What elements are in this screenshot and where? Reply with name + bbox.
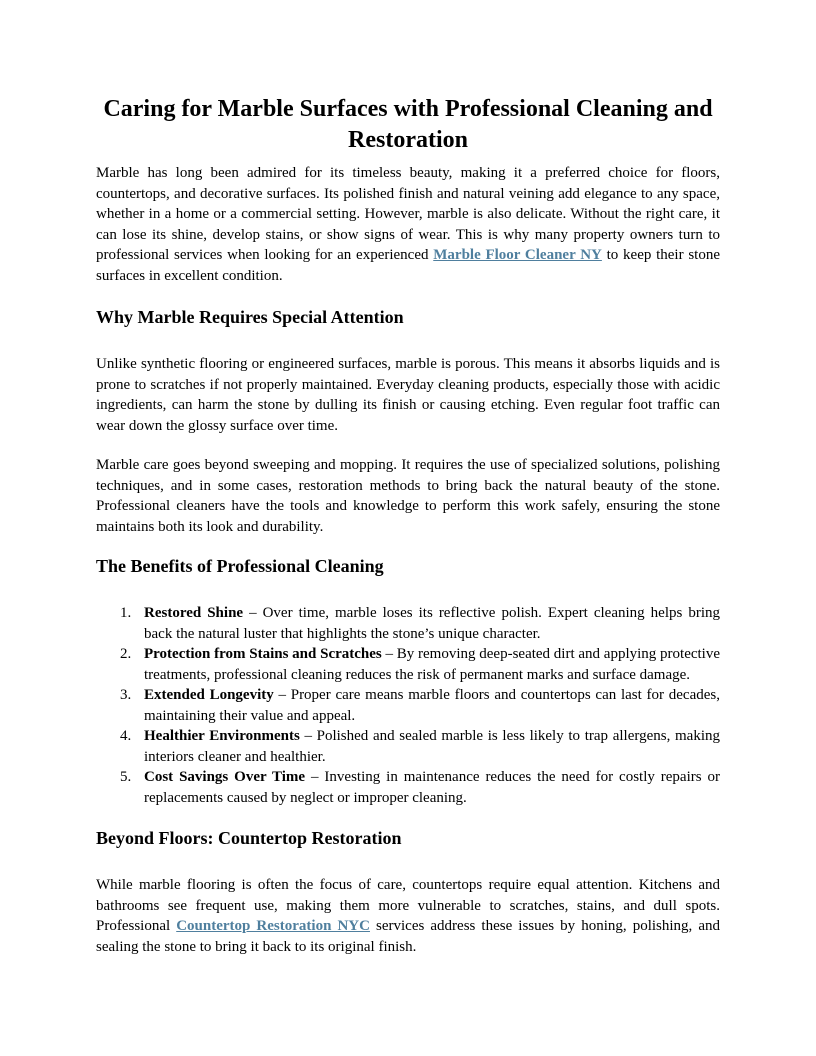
list-number: 3. — [120, 687, 132, 703]
intro-text-after: to keep their stone surfaces in excellent condition. — [96, 247, 720, 284]
section-heading-why-marble: Why Marble Requires Special Attention — [96, 307, 404, 327]
list-item-text: – Investing in maintenance reduces the need for costly repairs or replacements caused by neglect or improper cleaning. — [144, 769, 720, 806]
countertop-paragraph — [96, 875, 720, 957]
intro-paragraph — [96, 163, 720, 286]
list-item-term: Restored Shine — [144, 605, 244, 621]
list-item — [96, 726, 720, 767]
list-item-term: Protection from Stains and Scratches — [144, 646, 382, 662]
list-number: 2. — [120, 646, 132, 662]
marble-floor-cleaner-link[interactable]: Marble Floor Cleaner NY — [433, 247, 602, 263]
page-title: Caring for Marble Surfaces with Professional Cleaning and Restoration — [103, 96, 713, 153]
list-item-text: – Polished and sealed marble is less likely to trap allergens, making interiors cleaner and healthier. — [144, 728, 720, 765]
list-item-text: – Over time, marble loses its reflective polish. Expert cleaning helps bring back the natural luster that highlights the stone’s unique character. — [144, 605, 720, 642]
countertop-text-before: While marble flooring is often the focus of care, countertops require equal attention. Kitchens and bathrooms see frequent use, making them more vulnerable to scratches, stains, and dull spots. Professional — [96, 877, 720, 934]
countertop-restoration-link[interactable]: Countertop Restoration NYC — [176, 918, 370, 934]
why-marble-paragraph-1: Unlike synthetic flooring or engineered surfaces, marble is porous. This means it absorbs liquids and is prone to scratches if not properly maintained. Everyday cleaning products, especially those with acidic ingredients, can harm the stone by dulling its finish or causing etching. Even regular foot traffic can wear down the glossy surface over time. — [96, 356, 720, 434]
list-item-term: Cost Savings Over Time — [144, 769, 306, 785]
list-item — [96, 603, 720, 644]
list-number: 1. — [120, 605, 132, 621]
list-item — [96, 644, 720, 685]
list-item-text: – By removing deep-seated dirt and applying protective treatments, professional cleaning reduces the risk of permanent marks and surface damage. — [144, 646, 720, 683]
list-item — [96, 767, 720, 808]
intro-text-before: Marble has long been admired for its timeless beauty, making it a preferred choice for floors, countertops, and decorative surfaces. Its polished finish and natural veining add elegance to any space, whether in a home or a commercial setting. However, marble is also delicate. Without the right care, it can lose its shine, develop stains, or show signs of wear. This is why many property owners turn to professional services when looking for an experienced — [96, 165, 720, 263]
section-heading-countertop: Beyond Floors: Countertop Restoration — [96, 828, 402, 848]
list-item-text: – Proper care means marble floors and countertops can last for decades, maintaining their value and appeal. — [144, 687, 720, 724]
section-heading-benefits: The Benefits of Professional Cleaning — [96, 556, 384, 576]
why-marble-paragraph-2: Marble care goes beyond sweeping and mopping. It requires the use of specialized solutions, polishing techniques, and in some cases, restoration methods to bring back the natural beauty of the stone. Professional cleaners have the tools and knowledge to perform this work safely, ensuring the stone maintains both its look and durability. — [96, 457, 720, 535]
list-item — [96, 685, 720, 726]
list-item-term: Extended Longevity — [144, 687, 274, 703]
benefits-list — [96, 603, 720, 808]
document-page — [96, 94, 720, 976]
list-item-term: Healthier Environments — [144, 728, 300, 744]
list-number: 5. — [120, 769, 132, 785]
list-number: 4. — [120, 728, 132, 744]
countertop-text-after: services address these issues by honing, polishing, and sealing the stone to bring it back to its original finish. — [96, 918, 720, 955]
